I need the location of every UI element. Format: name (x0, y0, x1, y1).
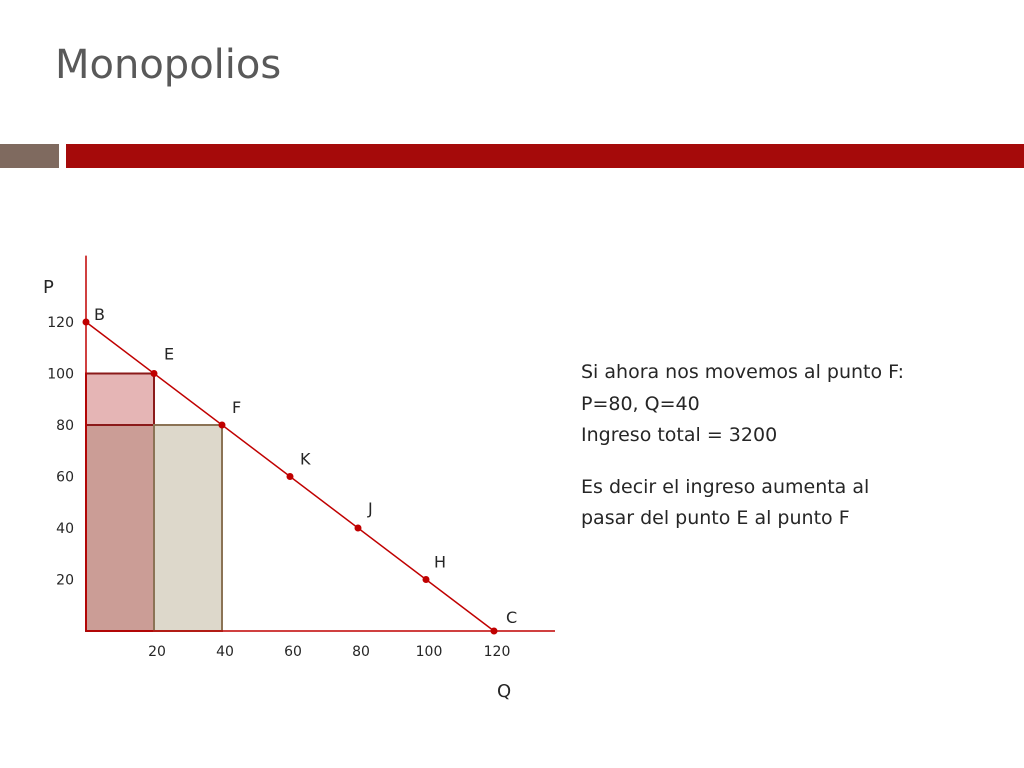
y-tick-label: 20 (56, 572, 74, 589)
point-k (287, 473, 294, 480)
x-tick-label: 60 (284, 644, 302, 660)
point-label-e: E (164, 344, 175, 364)
point-label-h: H (434, 552, 447, 572)
point-h (423, 576, 430, 583)
y-tick-label: 40 (56, 521, 74, 537)
x-tick-label: 20 (148, 644, 166, 660)
x-tick-label: 80 (352, 644, 370, 660)
point-f (219, 422, 226, 429)
y-tick-label: 100 (47, 366, 74, 383)
note-line-2: P=80, Q=40 (581, 392, 700, 415)
note-line-1: Si ahora nos movemos al punto F: (581, 361, 904, 383)
note-spacer (581, 452, 1001, 472)
point-label-c: C (506, 608, 518, 627)
point-j (355, 525, 362, 532)
x-tick-label: 40 (216, 644, 234, 660)
point-label-f: F (232, 398, 242, 417)
point-label-k: K (300, 449, 311, 469)
y-tick-label: 60 (56, 469, 74, 486)
x-tick-label: 100 (415, 644, 443, 660)
revenue-shared (86, 425, 154, 631)
y-axis-title: P (43, 277, 54, 298)
point-c (491, 628, 498, 635)
explanation-text (581, 357, 1001, 535)
x-tick-label: 120 (483, 644, 511, 660)
slide-title: Monopolios (55, 42, 282, 88)
point-label-j: J (368, 499, 373, 518)
note-line-5: pasar del punto E al punto F (581, 507, 850, 529)
y-tick-label: 120 (47, 315, 74, 331)
revenue-at-f-exclusive (154, 425, 222, 631)
revenue-at-e-exclusive (86, 374, 154, 426)
point-label-b: B (94, 305, 105, 324)
y-tick-label: 80 (56, 418, 74, 434)
note-line-4: Es decir el ingreso aumenta al (581, 475, 870, 498)
note-line-3: Ingreso total = 3200 (581, 424, 778, 446)
point-b (83, 319, 90, 326)
point-e (151, 370, 158, 377)
x-axis-title: Q (497, 681, 512, 702)
